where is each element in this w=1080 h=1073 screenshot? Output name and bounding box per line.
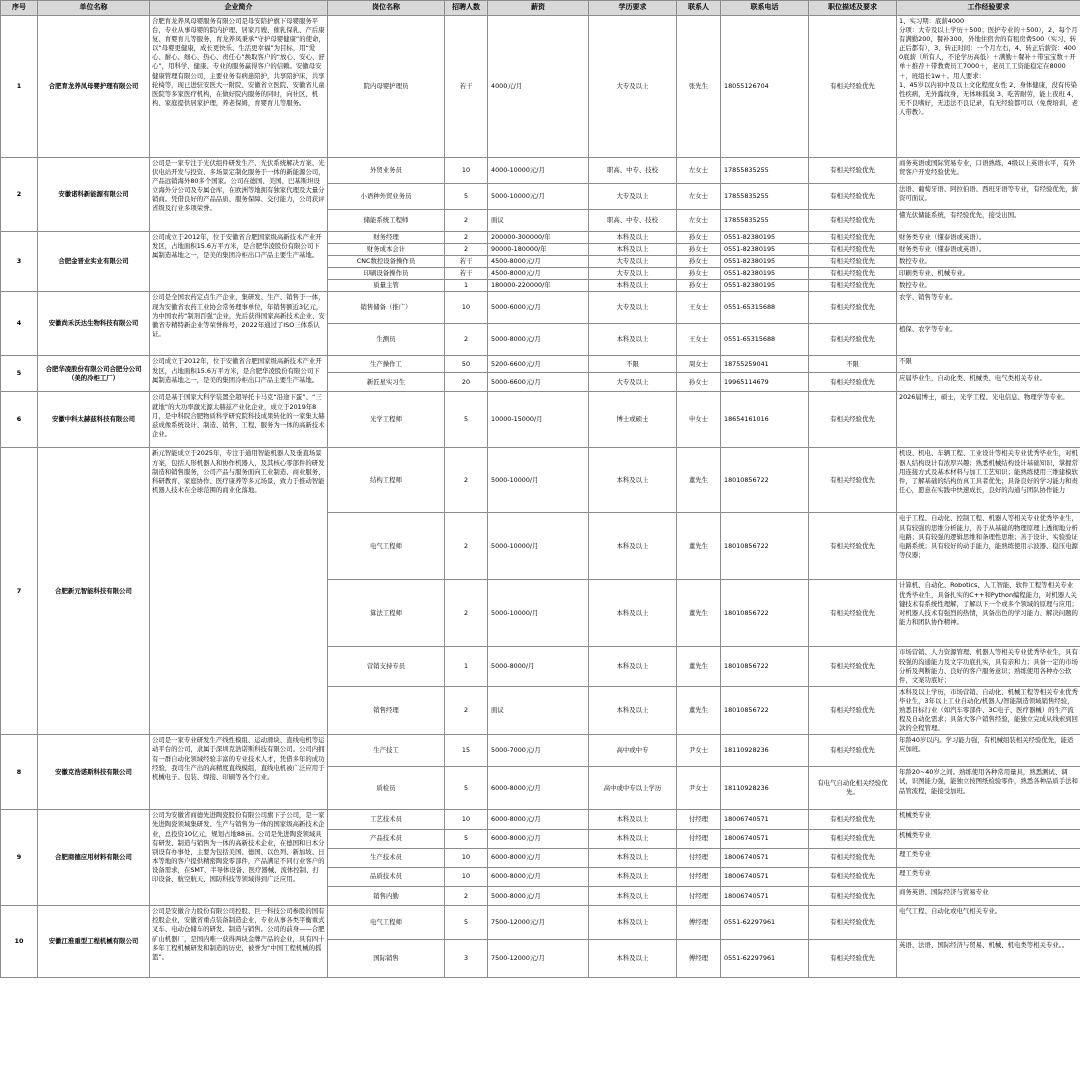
job-description: 有相关经验优先: [809, 268, 897, 280]
job-title: 印刷设备操作员: [328, 268, 445, 280]
row-number: 10: [1, 906, 38, 978]
headcount: 5: [445, 829, 488, 848]
salary: 5000-8000元/月: [488, 887, 589, 906]
contact-person: 董先生: [677, 448, 721, 513]
job-title: 生产技工: [328, 735, 445, 767]
contact-person: 傅经理: [677, 940, 721, 978]
salary: 5000-8000/月: [488, 647, 589, 686]
job-description: 有相关经验优先: [809, 232, 897, 244]
contact-phone: 18010856722: [721, 448, 809, 513]
experience-requirement: 农学、销售等专业。: [897, 292, 1080, 324]
contact-person: 董先生: [677, 647, 721, 686]
salary: 200000-300000/年: [488, 232, 589, 244]
job-title: 生产技术员: [328, 848, 445, 867]
contact-person: 尹女士: [677, 767, 721, 810]
job-description: 有相关经验优先: [809, 940, 897, 978]
salary: 5000-7000元/月: [488, 735, 589, 767]
contact-phone: 18010856722: [721, 580, 809, 647]
table-row: [1, 292, 1080, 324]
education: 本科及以上: [589, 686, 677, 734]
job-description: 有相关经验优先: [809, 373, 897, 392]
experience-requirement: 机械类专业: [897, 810, 1080, 829]
job-title: 结构工程师: [328, 448, 445, 513]
job-description: 有相关经验优先: [809, 448, 897, 513]
education: 本科及以上: [589, 848, 677, 867]
headcount: 2: [445, 686, 488, 734]
education: 本科及以上: [589, 829, 677, 848]
contact-phone: 18110928236: [721, 767, 809, 810]
job-title: 电气工程师: [328, 513, 445, 580]
contact-phone: 0551-62297961: [721, 906, 809, 940]
contact-phone: 0551-82380195: [721, 268, 809, 280]
contact-person: 董先生: [677, 686, 721, 734]
job-description: 不限: [809, 356, 897, 373]
experience-requirement: 财务类专业（懂泰语或英语）。: [897, 244, 1080, 256]
job-title: 质检员: [328, 767, 445, 810]
row-number: 2: [1, 158, 38, 232]
salary: 5000-10000元/月: [488, 184, 589, 210]
contact-person: 尹女士: [677, 735, 721, 767]
contact-phone: 0551-82380195: [721, 244, 809, 256]
company-name: 安徽克浩诺斯科技有限公司: [38, 735, 150, 810]
company-name: 安徽诺科新能源有限公司: [38, 158, 150, 232]
company-intro: 合肥育龙养凤母婴服务有限公司是母安陪护旗下母婴服务平台，专业从事母婴的院内护理、居家月嫂、催乳保乳、产后康复、育婴育儿等服务，育龙养凤秉承“守护母婴健康”的使命，以“母婴更健康，成长更快乐、生活更幸福”为目标，用“爱心、耐心、细心、热心、责任心”换取客户的“放心、安心、舒心”，用科学、健康、专业的服务赢得客户的信赖。安徽母安健康管理有限公司，主要业务有病患陪护，共享陪护床，共享轮椅等，现已进驻安医大一附院、安徽省立医院、安徽省儿童医院等多家医疗机构，在做好院内服务的同时，向社区、机构、家庭提供居家护理，养老保姆，育婴育儿等服务。: [150, 16, 328, 158]
job-title: 销售储备（推广）: [328, 292, 445, 324]
contact-person: 付经理: [677, 887, 721, 906]
experience-requirement: 2026届博士，硕士，光学工程、光电信息、物理学等专业。: [897, 392, 1080, 448]
headcount: 2: [445, 513, 488, 580]
salary: 5000-10000/月: [488, 448, 589, 513]
contact-phone: 18110928236: [721, 735, 809, 767]
contact-phone: 17855835255: [721, 210, 809, 232]
table-body: [1, 16, 1080, 978]
job-description: 有相关经验优先: [809, 324, 897, 356]
contact-phone: 0551-65315688: [721, 324, 809, 356]
job-description: 有相关经验优先: [809, 580, 897, 647]
job-description: 有相关经验优先: [809, 244, 897, 256]
education: 本科及以上: [589, 940, 677, 978]
company-name: 安徽尚禾沃达生物科技有限公司: [38, 292, 150, 356]
job-title: 国际销售: [328, 940, 445, 978]
headcount: 15: [445, 735, 488, 767]
table-row: [1, 158, 1080, 184]
header-cell: 联系电话: [721, 1, 809, 16]
experience-requirement: 植保、农学等专业。: [897, 324, 1080, 356]
job-description: 有相关经验优先: [809, 829, 897, 848]
job-description: 有相关经验优先: [809, 647, 897, 686]
company-name: 合肥新元智能科技有限公司: [38, 448, 150, 735]
salary: 5000-10000/月: [488, 513, 589, 580]
contact-phone: 19965114679: [721, 373, 809, 392]
salary: 5000-8000元/月: [488, 324, 589, 356]
job-title: 销售经理: [328, 686, 445, 734]
contact-phone: 0551-82380195: [721, 280, 809, 292]
contact-phone: 18006740571: [721, 829, 809, 848]
table-row: [1, 906, 1080, 940]
education: 大专及以上: [589, 373, 677, 392]
contact-phone: 17855835255: [721, 184, 809, 210]
company-intro: 公司成立于2012年，位于安徽省合肥国家级高新技术产业开发区，占地面积15.6万平方米，是合肥华凌股份有限公司下属制造基地之一，是美的集团冷柜出口产品主要生产基地。: [150, 356, 328, 392]
company-intro: 公司为安徽省商德先进陶瓷股份有限公司旗下子公司，是一家先进陶瓷领域集研发、生产与销售为一体的国家级高新技术企业，总投资10亿元，规划占地88亩。公司是先进陶瓷领域具有研发、制造与销售为一体的高新技术企业，在德国和日本分别设有办事处，主要为包括美国、德国、以色列、新加坡、日本等地的客户提供精密陶瓷零部件，产品满足不同行业客户的设备需求，在SMT、半导体设备、医疗器械、流体控制、打印设备、航空航天、国防科技等领域得到广泛应用。: [150, 810, 328, 906]
contact-person: 周女士: [677, 356, 721, 373]
job-description: 有相关经验优先: [809, 16, 897, 158]
table-row: [1, 356, 1080, 373]
headcount: 5: [445, 184, 488, 210]
education: 不限: [589, 356, 677, 373]
education: 本科及以上: [589, 647, 677, 686]
salary: 7500-12000元/月: [488, 906, 589, 940]
salary: 6000-8000元/月: [488, 810, 589, 829]
salary: 6000-8000元/月: [488, 867, 589, 886]
headcount: 2: [445, 324, 488, 356]
contact-phone: 17855835255: [721, 158, 809, 184]
company-name: 合肥育龙养凤母婴护理有限公司: [38, 16, 150, 158]
company-intro: 公司是一家专注于光伏组件研发生产、光伏系统解决方案、光伏电站开发与投资、多场景定制化服务于一体的新能源公司，产品远销海外80多个国家。公司在德国、美国、巴基斯坦设立海外分公司及专属仓库，在欧洲等地拥有独家代理及大量分销商。凭借良好的产品品质、服务保障、交付能力，公司获评省级及行业多项荣誉。: [150, 158, 328, 232]
row-number: 9: [1, 810, 38, 906]
salary: 7500-12000元/月: [488, 940, 589, 978]
header-cell: 学历要求: [589, 1, 677, 16]
contact-phone: 18755259041: [721, 356, 809, 373]
job-description: 有相关经验优先: [809, 256, 897, 268]
headcount: 10: [445, 292, 488, 324]
headcount: 10: [445, 867, 488, 886]
contact-phone: 0551-82380195: [721, 232, 809, 244]
contact-person: 孙女士: [677, 268, 721, 280]
education: 职高、中专、技校: [589, 210, 677, 232]
job-description: 有相关经验优先: [809, 848, 897, 867]
contact-phone: 18006740571: [721, 887, 809, 906]
contact-person: 董先生: [677, 513, 721, 580]
education: 大专及以上: [589, 16, 677, 158]
headcount: 5: [445, 392, 488, 448]
contact-person: 付经理: [677, 810, 721, 829]
salary: 6000-8000元/月: [488, 767, 589, 810]
job-title: 质量主管: [328, 280, 445, 292]
job-title: 新匠星实习生: [328, 373, 445, 392]
headcount: 若干: [445, 256, 488, 268]
table-row: [1, 448, 1080, 513]
contact-person: 王女士: [677, 324, 721, 356]
table-row: [1, 735, 1080, 767]
education: 高中或中专: [589, 735, 677, 767]
contact-person: 董先生: [677, 580, 721, 647]
experience-requirement: 计算机、自动化、Robotics、人工智能、软件工程等相关专业优秀毕业生，具备扎实的C++和Python编程能力，对机器人关键技术有系统性理解，了解以下一个或多个领域的原理与应用；对机器人技术有强烈的热情，具备出色的学习能力、解决问题的能力和团队协作精神。: [897, 580, 1080, 647]
experience-requirement: 理工类专业: [897, 867, 1080, 886]
company-intro: 公司是全国农药定点生产企业，集研发、生产、销售于一体，现为安徽省农药工业协会常务理事单位，年销售额近3亿元，为中国农药“制剂百强”企业，先后获得国家高新技术企业、安徽省专精特新企业等荣誉称号，2022年通过了ISO三体系认证。: [150, 292, 328, 356]
headcount: 5: [445, 906, 488, 940]
salary: 10000-15000/月: [488, 392, 589, 448]
headcount: 3: [445, 940, 488, 978]
job-title: 销售内勤: [328, 887, 445, 906]
salary: 5200-6600元/月: [488, 356, 589, 373]
education: 大专及以上: [589, 256, 677, 268]
job-title: 工艺技术员: [328, 810, 445, 829]
education: 本科及以上: [589, 324, 677, 356]
salary: 5000-10000/月: [488, 580, 589, 647]
salary: 180000-220000/年: [488, 280, 589, 292]
contact-phone: 18006740571: [721, 810, 809, 829]
job-description: 有相关经验优先: [809, 513, 897, 580]
contact-person: 孙女士: [677, 256, 721, 268]
job-title: 财务成本会计: [328, 244, 445, 256]
experience-requirement: 法语、葡萄牙语、阿拉伯语、西班牙语等专业，有经验优先，薪资可面议。: [897, 184, 1080, 210]
education: 职高、中专、技校: [589, 158, 677, 184]
job-title: 院内母婴护理员: [328, 16, 445, 158]
table-row: [1, 392, 1080, 448]
job-title: 电气工程师: [328, 906, 445, 940]
job-description: 有相关经验优先: [809, 280, 897, 292]
job-title: 品质技术员: [328, 867, 445, 886]
contact-person: 付经理: [677, 867, 721, 886]
contact-person: 申女士: [677, 392, 721, 448]
job-title: 外贸业务员: [328, 158, 445, 184]
contact-phone: 18006740571: [721, 848, 809, 867]
contact-person: 孙女士: [677, 244, 721, 256]
headcount: 1: [445, 647, 488, 686]
company-name: 合肥金晋业实业有限公司: [38, 232, 150, 292]
salary: 5000-6000元/月: [488, 292, 589, 324]
education: 本科及以上: [589, 244, 677, 256]
row-number: 4: [1, 292, 38, 356]
contact-phone: 18010856722: [721, 513, 809, 580]
company-intro: 公司是安徽合力股份有限公司控股、巨一科技公司参股的国有控股企业，安徽省重点装备制造企业，专业从事各类平衡重式叉车、电动仓储车的研发、制造与销售。公司的前身——合肥矿山机器厂，是国内唯一获得两块金牌产品的企业，具有四十多年工程机械研发和制造的历史，被誉为“中国工程机械的摇篮”。: [150, 906, 328, 978]
salary: 6000-8000元/月: [488, 829, 589, 848]
experience-requirement: 商务英语、国际经济与贸易专业: [897, 887, 1080, 906]
table-row: [1, 16, 1080, 158]
headcount: 2: [445, 210, 488, 232]
experience-requirement: 懂光伏储能系统，有经验优先，接受出国。: [897, 210, 1080, 232]
headcount: 2: [445, 580, 488, 647]
job-title: 生测员: [328, 324, 445, 356]
education: 本科及以上: [589, 887, 677, 906]
contact-phone: 0551-65315688: [721, 292, 809, 324]
contact-phone: 18654161016: [721, 392, 809, 448]
job-title: 算法工程师: [328, 580, 445, 647]
job-description: 有相关经验优先: [809, 810, 897, 829]
contact-phone: 0551-82380195: [721, 256, 809, 268]
row-number: 6: [1, 392, 38, 448]
headcount: 若干: [445, 16, 488, 158]
experience-requirement: 本科及以上学历，市场营销、自动化、机械工程等相关专业优秀毕业生，3年以上工业自动化/机器人/智能制造领域销售经验，熟悉目标行业（如汽车零部件、3C电子、医疗器械）的生产流程及自动化需求；具备大客户销售经验，能独立完成从线索到回款的全程管理。: [897, 686, 1080, 734]
contact-person: 左女士: [677, 158, 721, 184]
headcount: 若干: [445, 268, 488, 280]
experience-requirement: 电气工程、自动化或电气相关专业。: [897, 906, 1080, 940]
header-cell: 薪资: [488, 1, 589, 16]
row-number: 5: [1, 356, 38, 392]
contact-phone: 0551-62297961: [721, 940, 809, 978]
job-title: 小语种外贸业务员: [328, 184, 445, 210]
headcount: 5: [445, 767, 488, 810]
education: 本科及以上: [589, 513, 677, 580]
contact-person: 付经理: [677, 829, 721, 848]
experience-requirement: 不限: [897, 356, 1080, 373]
contact-person: 孙女士: [677, 280, 721, 292]
contact-person: 孙女士: [677, 232, 721, 244]
experience-requirement: 数控专业。: [897, 256, 1080, 268]
experience-requirement: 商务英语或国际贸易专业，口语熟练，4级以上英语水平，有外贸客户开发经验优先。: [897, 158, 1080, 184]
headcount: 2: [445, 448, 488, 513]
row-number: 3: [1, 232, 38, 292]
contact-phone: 18006740571: [721, 867, 809, 886]
experience-requirement: 印刷类专业、机械专业。: [897, 268, 1080, 280]
company-name: 合肥华凌股份有限公司合肥分公司（美的冷柜工厂）: [38, 356, 150, 392]
company-name: 安徽中科太赫兹科技有限公司: [38, 392, 150, 448]
headcount: 20: [445, 373, 488, 392]
job-title: 储能系统工程师: [328, 210, 445, 232]
contact-person: 孙女士: [677, 373, 721, 392]
salary: 4500-8000元/月: [488, 268, 589, 280]
job-description: 有相关经验优先: [809, 887, 897, 906]
experience-requirement: 应届毕业生，自动化类、机械类、电气类相关专业。: [897, 373, 1080, 392]
company-intro: 公司是一家专业研发生产线性模组、运动滑块、直线电机等运动平台的公司，隶属于深圳克浩诺斯科技有限公司。公司内拥有一群自动化领域经验丰富的专业技术人才，凭借多年的成功经验，我司生产出的高精度直线模组，直线电机被广泛应用于机械电子、包装、焊接、印刷等各个行业。: [150, 735, 328, 810]
experience-requirement: 市场营销、人力资源管理、机器人等相关专业优秀毕业生，具有较强的沟通能力及文字功底扎实，具有亲和力；具备一定的市场分析及判断能力、良好的客户服务意识；熟练使用各种办公软件，文案功底好；: [897, 647, 1080, 686]
row-number: 1: [1, 16, 38, 158]
job-description: 有电气自动化相关经验优先。: [809, 767, 897, 810]
education: 大专及以上: [589, 292, 677, 324]
contact-phone: 18010856722: [721, 647, 809, 686]
job-title: 生产操作工: [328, 356, 445, 373]
experience-requirement: 电子工程、自动化、控制工程、机器人等相关专业优秀毕业生，具有较强的思维分析能力，善于从基础的物理原理上透彻地分析电路；具有较强的逻辑思维和条理性思维；善于设计、实验验证电路系统；具有较好的动手能力，能熟练使用示波器、稳压电源等仪器；: [897, 513, 1080, 580]
experience-requirement: 机设、机电、车辆工程、工业设计等相关专业优秀毕业生，对机器人结构设计有浓厚兴趣；熟悉机械结构设计基础知识，掌握常用连接方式及基本材料与加工工艺知识；能熟练使用三维建模软件，了解基础的结构仿真工具者优先；具备良好的学习能力和责任心，愿意在实践中快速成长，良好的沟通与团队协作能力: [897, 448, 1080, 513]
company-name: 合肥商德应用材料有限公司: [38, 810, 150, 906]
salary: 4000-10000元/月: [488, 158, 589, 184]
company-intro: 公司是基于国家大科学装置全超导托卡马克“沿途下蛋”、“三就地”的大功率激光源太赫兹产业化企业，成立于2019年8月，是中科院合肥物质科学研究院科技成果转化的一家集太赫兹成像系统设计、制造、销售、工程、服务为一体的高新技术企业。: [150, 392, 328, 448]
contact-person: 张先生: [677, 16, 721, 158]
experience-requirement: 理工类专业: [897, 848, 1080, 867]
education: 高中或中专以上学历: [589, 767, 677, 810]
job-description: 有相关经验优先: [809, 867, 897, 886]
salary: 6000-8000元/月: [488, 848, 589, 867]
experience-requirement: 1、实习期：底薪4000 分项：大专及以上学历＋500；医护专业的＋500），2、每个月有满勤200，餐补300，外地住宿舍的有租房费500（实习、转正后都有），3、转正时间：一个月左右，4、转正后薪资：4000底薪（所有人，不论学历高低）＋满勤＋餐补＋带宝宝数＋开单＋推荐＋带教费员工7000＋，老员工工资能稳定在8000＋，班组长1w＋。用人要求： 1、45岁以内初中及以上文化程度女性 2、身体健康，没有传染性疾病，无外露纹身，无体味狐臭 3、吃苦耐劳，能上夜班 4、无不良嗜好，无违法不良记录，有无经验都可以（免费培训，老人带教）。: [897, 16, 1080, 158]
education: 本科及以上: [589, 906, 677, 940]
headcount: 50: [445, 356, 488, 373]
experience-requirement: 英语、法语、国际经济与贸易、机械、机电类等相关专业。。: [897, 940, 1080, 978]
header-cell: 企业简介: [150, 1, 328, 16]
job-title: 光学工程师: [328, 392, 445, 448]
experience-requirement: 财务类专业（懂泰语或英语）。: [897, 232, 1080, 244]
table-row: [1, 232, 1080, 244]
contact-person: 左女士: [677, 184, 721, 210]
header-cell: 职位描述及要求: [809, 1, 897, 16]
job-title: CNC数控设备操作员: [328, 256, 445, 268]
headcount: 10: [445, 848, 488, 867]
salary: 4500-8000元/月: [488, 256, 589, 268]
job-description: 有相关经验优先: [809, 906, 897, 940]
contact-phone: 18010856722: [721, 686, 809, 734]
header-cell: 工作经验要求: [897, 1, 1080, 16]
header-cell: 招聘人数: [445, 1, 488, 16]
header-cell: 岗位名称: [328, 1, 445, 16]
header-cell: 联系人: [677, 1, 721, 16]
experience-requirement: 数控专业。: [897, 280, 1080, 292]
job-description: 有相关经验优先: [809, 392, 897, 448]
job-title: 营销支持专员: [328, 647, 445, 686]
row-number: 8: [1, 735, 38, 810]
job-description: 有相关经验优先: [809, 210, 897, 232]
table-row: [1, 810, 1080, 829]
education: 本科及以上: [589, 448, 677, 513]
education: 本科及以上: [589, 810, 677, 829]
headcount: 2: [445, 232, 488, 244]
company-intro: 新元智能成立于2025年，专注于通用智能机器人及垂直场景方案，包括人形机器人和协作机器人，及其核心零部件的研发制造和销售服务，公司产品与服务面向工业制造、商业服务、科研教育、家庭协作、医疗康养等多元场景，致力于推动智能机器人技术在全球范围的商业化落地。: [150, 448, 328, 735]
header-row: [1, 1, 1080, 16]
salary: 5000-6600元/月: [488, 373, 589, 392]
company-name: 安徽江淮重型工程机械有限公司: [38, 906, 150, 978]
header-cell: 序号: [1, 1, 38, 16]
job-description: 有相关经验优先: [809, 735, 897, 767]
headcount: 1: [445, 280, 488, 292]
headcount: 2: [445, 244, 488, 256]
education: 本科及以上: [589, 232, 677, 244]
job-title: 财务经理: [328, 232, 445, 244]
job-description: 有相关经验优先: [809, 292, 897, 324]
experience-requirement: 年龄40岁以内。学习能力强，有机械组装相关经验优先，能适应加班。: [897, 735, 1080, 767]
contact-person: 傅经理: [677, 906, 721, 940]
education: 本科及以上: [589, 580, 677, 647]
salary: 面议: [488, 210, 589, 232]
headcount: 10: [445, 158, 488, 184]
experience-requirement: 年龄20~40岁之间。熟练使用各种常用量具，熟悉测试、调试，识图能力强，能独立按图纸检验零件，熟悉各种品质手法和品管流程，能接受加班。: [897, 767, 1080, 810]
contact-person: 左女士: [677, 210, 721, 232]
contact-phone: 18055126704: [721, 16, 809, 158]
contact-person: 王女士: [677, 292, 721, 324]
education: 大专及以上: [589, 268, 677, 280]
job-description: 有相关经验优先: [809, 686, 897, 734]
salary: 4000元/月: [488, 16, 589, 158]
salary: 90000-180000/年: [488, 244, 589, 256]
job-title: 产品技术员: [328, 829, 445, 848]
headcount: 2: [445, 887, 488, 906]
row-number: 7: [1, 448, 38, 735]
salary: 面议: [488, 686, 589, 734]
company-intro: 公司成立于2012年，位于安徽省合肥国家级高新技术产业开发区，占地面积15.6万平方米，是合肥华凌股份有限公司下属制造基地之一，是美的集团冷柜出口产品主要生产基地。: [150, 232, 328, 292]
education: 大专及以上: [589, 184, 677, 210]
header-cell: 单位名称: [38, 1, 150, 16]
contact-person: 付经理: [677, 848, 721, 867]
education: 本科及以上: [589, 280, 677, 292]
job-description: 有相关经验优先: [809, 158, 897, 184]
education: 博士或硕士: [589, 392, 677, 448]
experience-requirement: 机械类专业: [897, 829, 1080, 848]
headcount: 10: [445, 810, 488, 829]
job-description: 有相关经验优先: [809, 184, 897, 210]
education: 本科及以上: [589, 867, 677, 886]
